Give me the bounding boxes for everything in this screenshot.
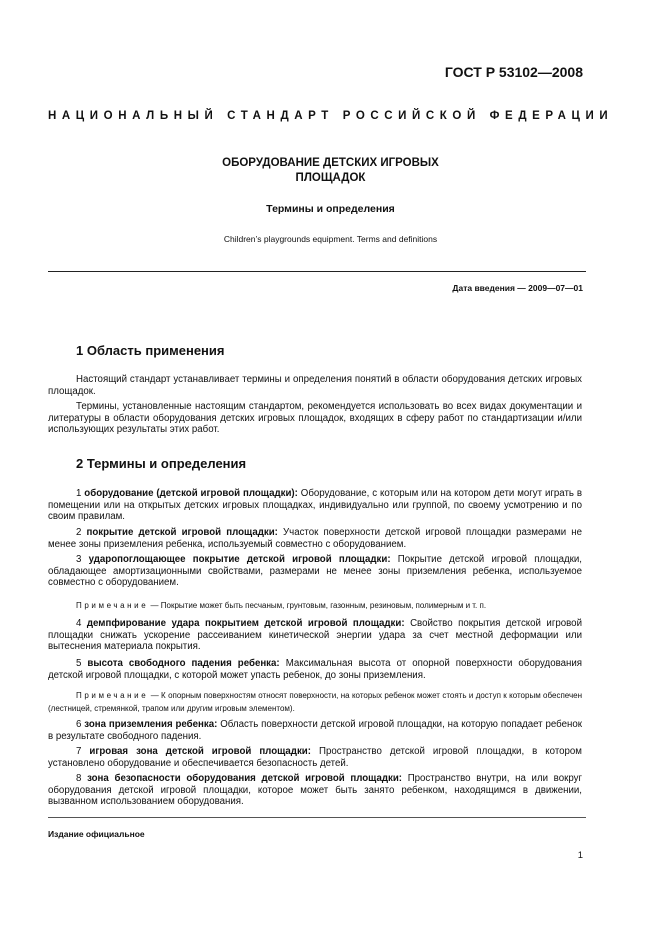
term-name: игровая зона детской игровой площадки: [89, 746, 311, 757]
term-entry-7 [48, 746, 582, 769]
english-title: Children’s playgrounds equipment. Terms and definitions [223, 234, 438, 244]
header-divider [48, 271, 586, 272]
term-name: высота свободного падения ребенка: [87, 658, 280, 669]
term-name: ударопоглощающее покрытие детской игровой площадки: [88, 554, 391, 565]
term-definition: Покрытие детской игровой площадки, обладающее амортизационными свойствами, размерами не менее зоны приземления ребенка, используемое совместно с оборудованием. [48, 554, 582, 588]
footer-divider [48, 817, 586, 818]
term-number: 4 [76, 618, 82, 629]
term-entry-5 [48, 658, 582, 681]
term-entry-3 [48, 554, 582, 589]
note-heading: Примечание [76, 601, 149, 610]
term-name: зона приземления ребенка: [84, 719, 218, 730]
term-definition: Максимальная высота от опорной поверхности оборудования детской игровой площадки, с которой может упасть ребенок, до зоны приземления. [48, 658, 583, 681]
section-2-heading: 2 Термины и определения [76, 456, 247, 471]
term-entry-2 [48, 527, 582, 550]
note-1 [48, 599, 582, 612]
term-entry-6 [48, 719, 582, 742]
note-2 [48, 689, 582, 715]
note-text: — К опорным поверхностям относят поверхности, на которых ребенок может стоять и доступ к которым обеспечен (лестницей, стремянкой, трапом или другим игровым элементом). [48, 691, 583, 713]
paragraph-text: Настоящий стандарт устанавливает термины и определения понятий в области оборудования детских игровых площадок. [48, 374, 582, 397]
document-title [0, 156, 661, 186]
term-entry-1 [48, 488, 582, 523]
term-entry-4 [48, 618, 582, 653]
term-definition: Область поверхности детской игровой площадки, на которую попадает ребенок в результате свободного падения. [48, 719, 582, 742]
introduction-date: Дата введения — 2009—07—01 [452, 283, 583, 293]
term-name: зона безопасности оборудования детской игровой площадки: [87, 773, 403, 784]
section-1-heading: 1 Область применения [76, 343, 225, 358]
national-standard-header: НАЦИОНАЛЬНЫЙ СТАНДАРТ РОССИЙСКОЙ ФЕДЕРАЦИИ [48, 110, 614, 122]
term-number: 8 [76, 773, 82, 784]
term-number: 3 [76, 554, 82, 565]
term-number: 7 [76, 746, 82, 757]
title-line: ПЛОЩАДОК [295, 172, 366, 184]
term-number: 6 [76, 719, 82, 730]
term-definition: Пространство детской игровой площадки, в котором установлено оборудование и обеспечивается безопасность детей. [48, 746, 582, 769]
term-definition: Свойство покрытия детской игровой площадки снижать ускорение рассеиванием кинетической энергии удара за счет местной деформации или вытеснения материала покрытия. [48, 618, 582, 652]
term-name: покрытие детской игровой площадки: [86, 527, 278, 538]
page-number: 1 [577, 850, 583, 861]
note-heading: Примечание [76, 691, 149, 700]
document-subtitle: Термины и определения [266, 203, 395, 215]
section-1-paragraph [48, 401, 582, 436]
term-number: 1 [76, 488, 82, 499]
document-code: ГОСТ Р 53102—2008 [444, 64, 583, 80]
paragraph-text: Термины, установленные настоящим стандартом, рекомендуется использовать во всех видах документации и литературы в области оборудования детских игровых площадок, входящих в сферу работ по стандартизации и/или использующих результаты этих работ. [48, 401, 582, 435]
term-definition: Оборудование, с которым или на котором дети могут играть в помещении или на открытых детских игровых площадках, индивидуально или группой, по своему усмотрению и по своим правилам. [48, 488, 582, 522]
term-number: 2 [76, 527, 82, 538]
term-definition: Участок поверхности детской игровой площадки размерами не менее зоны приземления ребенка, используемый совместно с оборудованием. [48, 527, 582, 550]
official-edition-label: Издание официальное [48, 829, 145, 839]
title-line: ОБОРУДОВАНИЕ ДЕТСКИХ ИГРОВЫХ [222, 157, 439, 169]
term-name: оборудование (детской игровой площадки): [84, 488, 298, 499]
term-definition: Пространство внутри, на или вокруг оборудования детской игровой площадки, которое может быть занято ребенком, находящимся в движении, вызванном использованием оборудования. [48, 773, 582, 807]
note-text: — Покрытие может быть песчаным, грунтовым, газонным, резиновым, полимерным и т. п. [150, 601, 487, 610]
section-1-paragraph [48, 374, 582, 397]
term-entry-8 [48, 773, 582, 808]
term-number: 5 [76, 658, 82, 669]
term-name: демпфирование удара покрытием детской игровой площадки: [86, 618, 405, 629]
